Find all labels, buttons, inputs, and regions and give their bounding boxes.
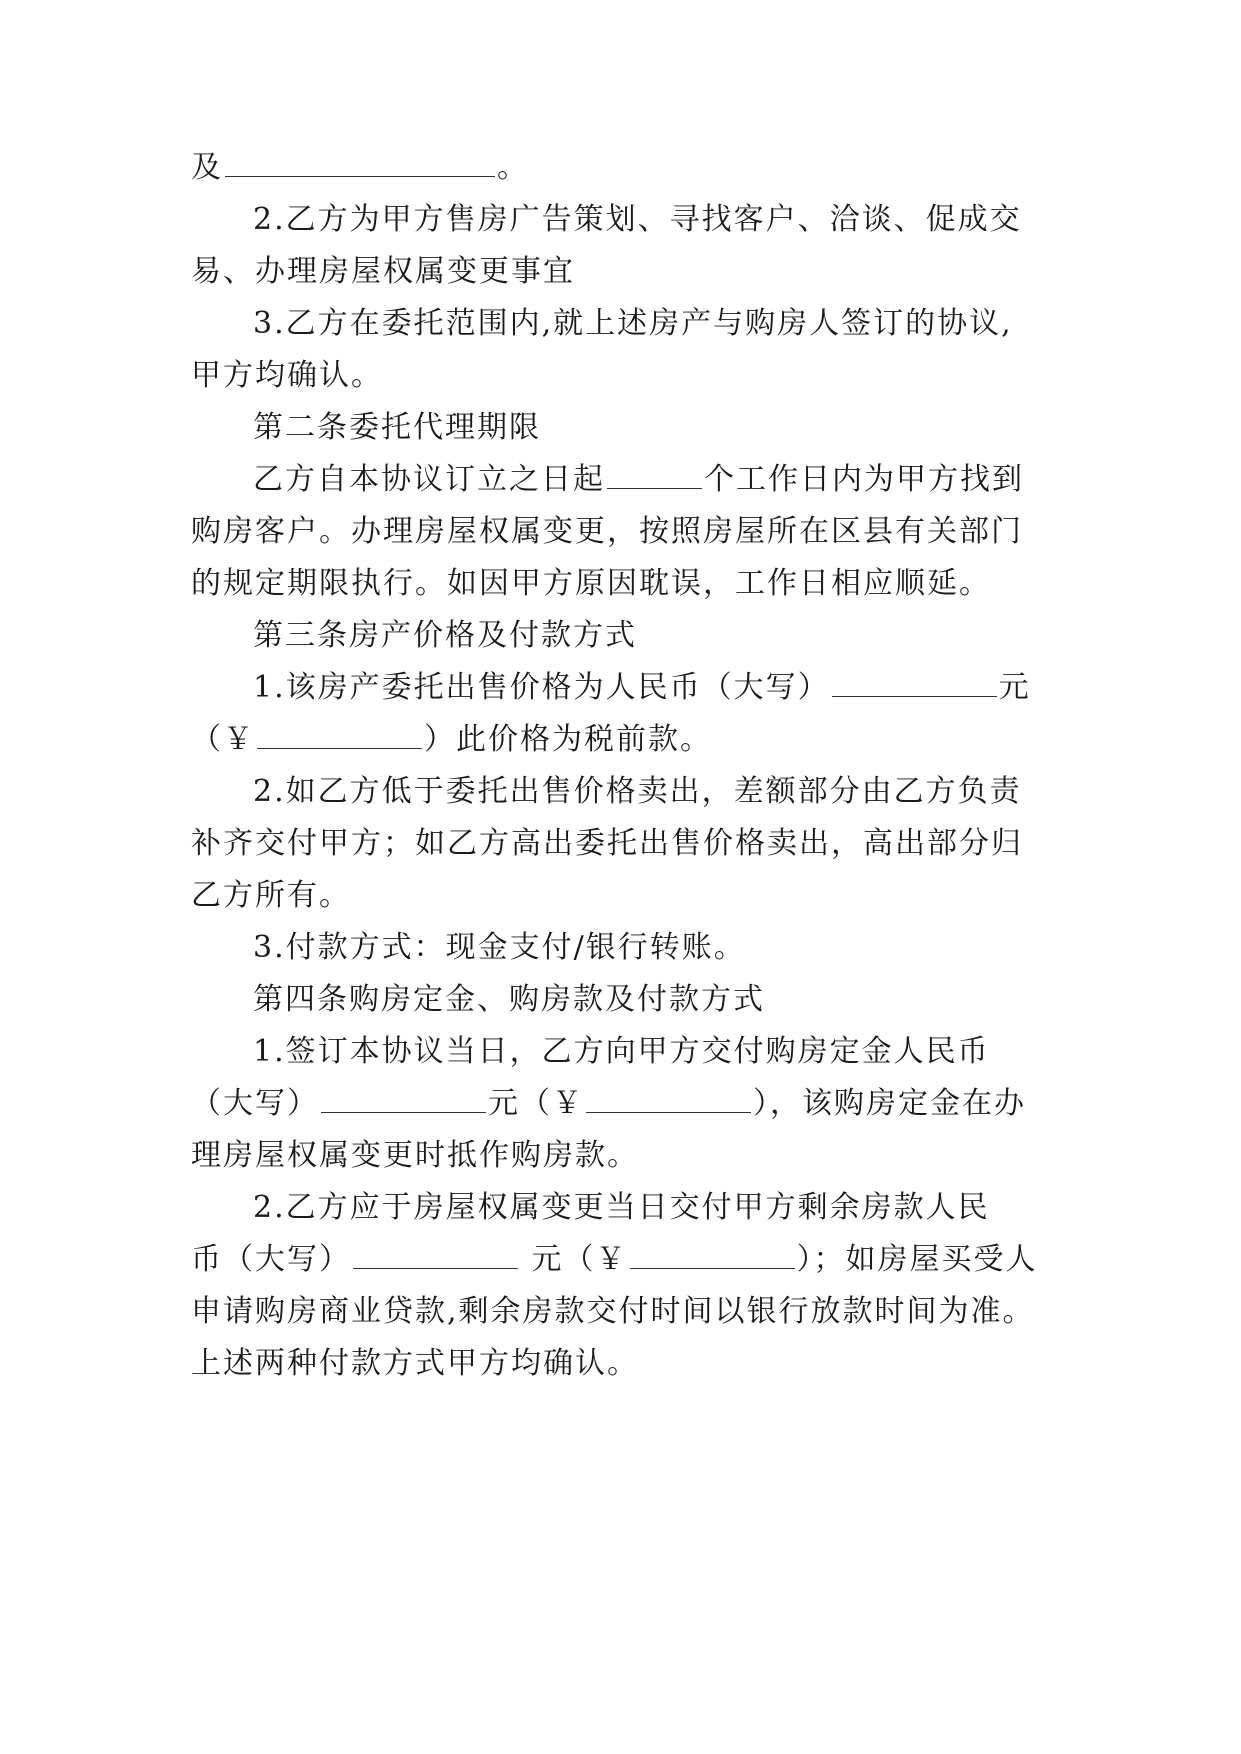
fill-in-blank	[832, 670, 997, 697]
text-line: 乙方所有。	[191, 878, 351, 913]
article-heading: 第二条委托代理期限	[253, 410, 541, 445]
clause-item: 2.乙方应于房屋权属变更当日交付甲方剩余房款人民	[253, 1190, 990, 1225]
clause-item: 2.如乙方低于委托出售价格卖出，差额部分由乙方负责	[253, 774, 1022, 809]
text-line: 甲方均确认。	[191, 358, 383, 393]
text-fragment: 币（大写）	[191, 1242, 351, 1277]
fill-in-blank	[257, 722, 422, 749]
text-fragment: 元（￥	[488, 1086, 584, 1121]
text-line	[253, 460, 1024, 500]
text-line: 补齐交付甲方；如乙方高出委托出售价格卖出，高出部分归	[191, 826, 1023, 861]
fill-in-blank	[225, 150, 495, 177]
article-heading: 第四条购房定金、购房款及付款方式	[253, 982, 765, 1017]
text-fragment: （￥	[191, 722, 255, 757]
text-fragment: （大写）	[191, 1086, 319, 1121]
text-fragment: 及	[191, 150, 223, 185]
text-fragment: 元（￥	[520, 1242, 628, 1277]
text-line: 购房客户。办理房屋权属变更，按照房屋所在区县有关部门	[191, 514, 1023, 549]
clause-item: 3.付款方式：现金支付/银行转账。	[253, 930, 746, 965]
clause-item: 2.乙方为甲方售房广告策划、寻找客户、洽谈、促成交	[253, 202, 1022, 237]
text-fragment: 元	[998, 670, 1031, 705]
text-line: 理房屋权属变更时抵作购房款。	[191, 1138, 639, 1173]
text-line: 的规定期限执行。如因甲方原因耽误，工作日相应顺延。	[191, 566, 991, 601]
text-fragment: ）；如房屋买受人	[796, 1242, 1038, 1277]
text-fragment: 乙方自本协议订立之日起	[253, 462, 605, 497]
clause-item	[253, 668, 1031, 708]
text-line	[191, 720, 712, 760]
fill-in-blank	[586, 1086, 751, 1113]
fill-in-blank	[353, 1242, 518, 1269]
article-heading: 第三条房产价格及付款方式	[253, 618, 637, 653]
text-line	[191, 148, 529, 188]
text-fragment: ），该购房定金在办	[753, 1086, 1026, 1121]
text-line	[191, 1084, 1026, 1124]
text-line: 申请购房商业贷款,剩余房款交付时间以银行放款时间为准。	[191, 1294, 1035, 1329]
fill-in-blank	[607, 462, 702, 489]
text-fragment: 。	[497, 150, 529, 185]
text-line	[191, 1240, 1038, 1280]
text-line: 上述两种付款方式甲方均确认。	[191, 1346, 639, 1381]
clause-item: 3.乙方在委托范围内,就上述房产与购房人签订的协议,	[253, 306, 1013, 341]
text-fragment: 1.该房产委托出售价格为人民币（大写）	[253, 670, 830, 705]
fill-in-blank	[321, 1086, 486, 1113]
text-fragment: ）此价格为税前款。	[424, 722, 712, 757]
text-line: 易、办理房屋权属变更事宜	[191, 254, 575, 289]
text-fragment: 个工作日内为甲方找到	[704, 462, 1024, 497]
clause-item: 1.签订本协议当日，乙方向甲方交付购房定金人民币	[253, 1034, 990, 1069]
fill-in-blank	[630, 1242, 795, 1269]
